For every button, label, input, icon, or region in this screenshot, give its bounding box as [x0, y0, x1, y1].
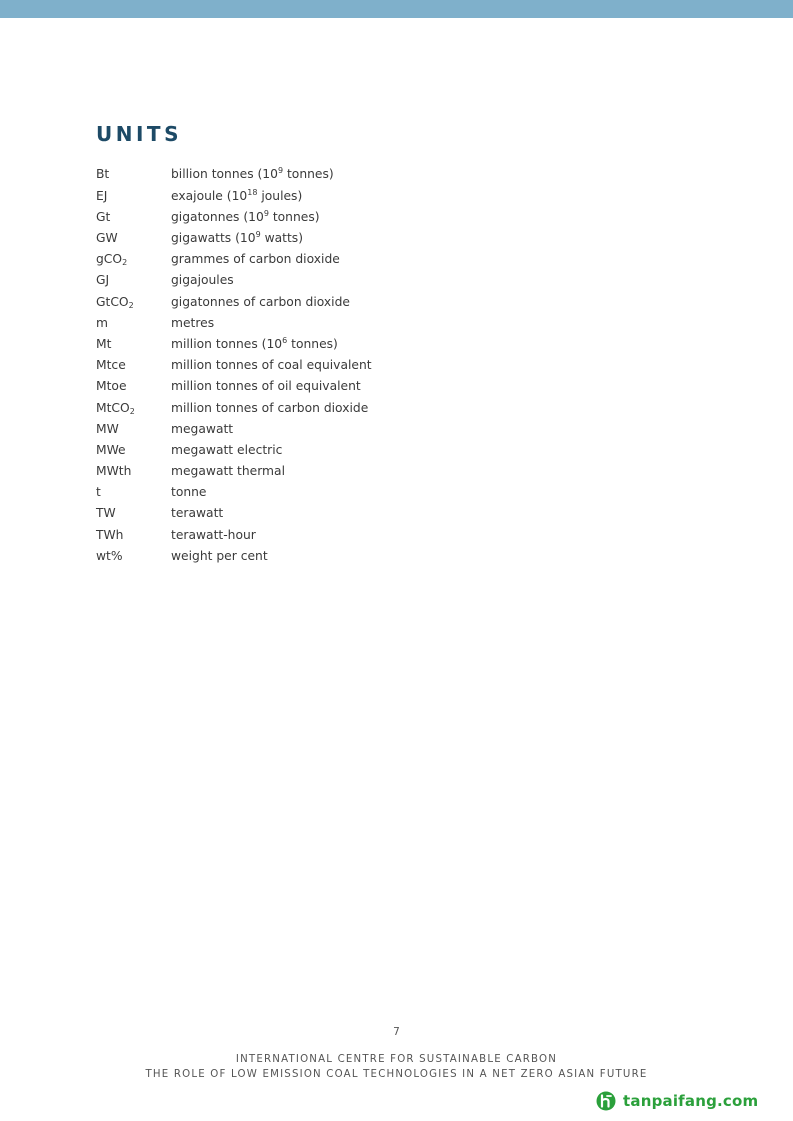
text-segment: watts) [260, 231, 304, 245]
unit-row [96, 291, 496, 312]
unit-abbreviation [96, 550, 171, 562]
units-list [96, 164, 496, 567]
text-segment: TW [96, 506, 116, 521]
text-segment: MtCO [96, 400, 130, 415]
unit-abbreviation [96, 317, 171, 329]
unit-abbreviation [96, 211, 171, 223]
superscript: 9 [255, 230, 261, 239]
unit-description [171, 507, 496, 519]
text-segment: terawatt [171, 506, 224, 521]
unit-description [171, 402, 496, 414]
text-segment: million tonnes of oil equivalent [171, 379, 361, 394]
unit-row [96, 355, 496, 376]
page-title: UNITS [96, 122, 182, 146]
unit-description [171, 529, 496, 541]
unit-description [171, 208, 496, 224]
text-segment: gigawatts (10 [171, 231, 256, 245]
unit-abbreviation [96, 444, 171, 456]
text-segment: gCO [96, 252, 123, 267]
page-number: 7 [393, 1026, 400, 1038]
text-segment: GW [96, 231, 118, 245]
text-segment: million tonnes of carbon dioxide [171, 400, 369, 415]
unit-abbreviation [96, 359, 171, 371]
unit-description [171, 423, 496, 435]
text-segment: billion tonnes (10 [171, 167, 278, 182]
text-segment: MWe [96, 442, 126, 457]
text-segment: tonnes) [287, 336, 338, 351]
text-segment: tonne [171, 485, 207, 500]
unit-row [96, 334, 496, 355]
unit-description [171, 232, 496, 244]
text-segment: weight per cent [171, 548, 268, 563]
text-segment: metres [171, 315, 215, 330]
text-segment: megawatt electric [171, 442, 283, 457]
unit-row [96, 270, 496, 291]
text-segment: m [96, 315, 108, 330]
unit-description [171, 335, 496, 351]
unit-description [171, 359, 496, 371]
unit-abbreviation [96, 529, 171, 541]
subscript: 2 [122, 258, 128, 268]
unit-description [171, 317, 496, 329]
unit-row [96, 482, 496, 503]
text-segment: exajoule (10 [171, 188, 248, 203]
unit-abbreviation [96, 252, 171, 268]
unit-row [96, 545, 496, 566]
unit-row [96, 206, 496, 227]
unit-description [171, 253, 496, 265]
text-segment: gigajoules [171, 273, 234, 288]
text-segment: tonnes) [268, 209, 320, 224]
unit-abbreviation [96, 465, 171, 477]
text-segment: megawatt thermal [171, 464, 285, 479]
unit-abbreviation [96, 190, 171, 202]
tanpaifang-logo-icon [596, 1091, 616, 1111]
unit-abbreviation [96, 486, 171, 498]
footer-organization: INTERNATIONAL CENTRE FOR SUSTAINABLE CARBON [235, 1054, 558, 1065]
unit-row [96, 397, 496, 418]
unit-abbreviation [96, 296, 171, 308]
superscript: 9 [277, 166, 284, 176]
unit-row [96, 439, 496, 460]
text-segment: Mtoe [96, 379, 127, 394]
unit-row [96, 185, 496, 206]
superscript: 18 [247, 187, 258, 197]
unit-row [96, 164, 496, 185]
unit-description [171, 550, 496, 562]
unit-abbreviation [96, 380, 171, 392]
unit-description [171, 187, 496, 203]
text-segment: GJ [96, 273, 110, 288]
subscript: 2 [128, 300, 134, 310]
top-color-band [0, 0, 793, 18]
unit-row [96, 249, 496, 270]
superscript: 9 [263, 208, 269, 218]
text-segment: Bt [96, 167, 110, 182]
unit-abbreviation [96, 507, 171, 519]
text-segment: Mt [96, 336, 112, 351]
unit-abbreviation [96, 274, 171, 286]
text-segment: Mtce [96, 358, 126, 373]
subscript: 2 [129, 406, 135, 416]
unit-row [96, 524, 496, 545]
unit-description [171, 296, 496, 308]
unit-row [96, 461, 496, 482]
text-segment: joules) [257, 188, 303, 203]
unit-abbreviation [96, 423, 171, 435]
text-segment: megawatt [171, 421, 234, 436]
unit-abbreviation [96, 402, 171, 414]
unit-row [96, 376, 496, 397]
unit-row [96, 418, 496, 439]
unit-description [171, 168, 496, 180]
text-segment: wt% [96, 548, 123, 563]
text-segment: terawatt-hour [171, 527, 256, 542]
unit-description [171, 380, 496, 392]
text-segment: tonnes) [283, 167, 334, 182]
text-segment: TWh [96, 527, 124, 542]
text-segment: grammes of carbon dioxide [171, 252, 340, 267]
watermark [596, 1090, 758, 1112]
text-segment: Gt [96, 209, 111, 224]
unit-description [171, 486, 496, 498]
text-segment: million tonnes (10 [171, 336, 283, 351]
unit-description [171, 444, 496, 456]
text-segment: MWth [96, 464, 132, 479]
text-segment: million tonnes of coal equivalent [171, 358, 372, 373]
unit-description [171, 465, 496, 477]
text-segment: t [96, 485, 101, 500]
text-segment: gigatonnes of carbon dioxide [171, 294, 350, 309]
text-segment: GtCO [96, 294, 129, 309]
unit-row [96, 503, 496, 524]
unit-row [96, 228, 496, 249]
unit-row [96, 312, 496, 333]
unit-abbreviation [96, 232, 171, 244]
unit-description [171, 274, 496, 286]
text-segment: gigatonnes (10 [171, 209, 264, 224]
footer-report-title: THE ROLE OF LOW EMISSION COAL TECHNOLOGIES IN A NET ZERO ASIAN FUTURE [145, 1069, 648, 1080]
watermark-text: tanpaifang.com [623, 1092, 759, 1110]
text-segment: EJ [96, 188, 108, 203]
text-segment: MW [96, 421, 119, 436]
unit-abbreviation [96, 338, 171, 350]
superscript: 6 [282, 335, 288, 345]
unit-abbreviation [96, 168, 171, 180]
